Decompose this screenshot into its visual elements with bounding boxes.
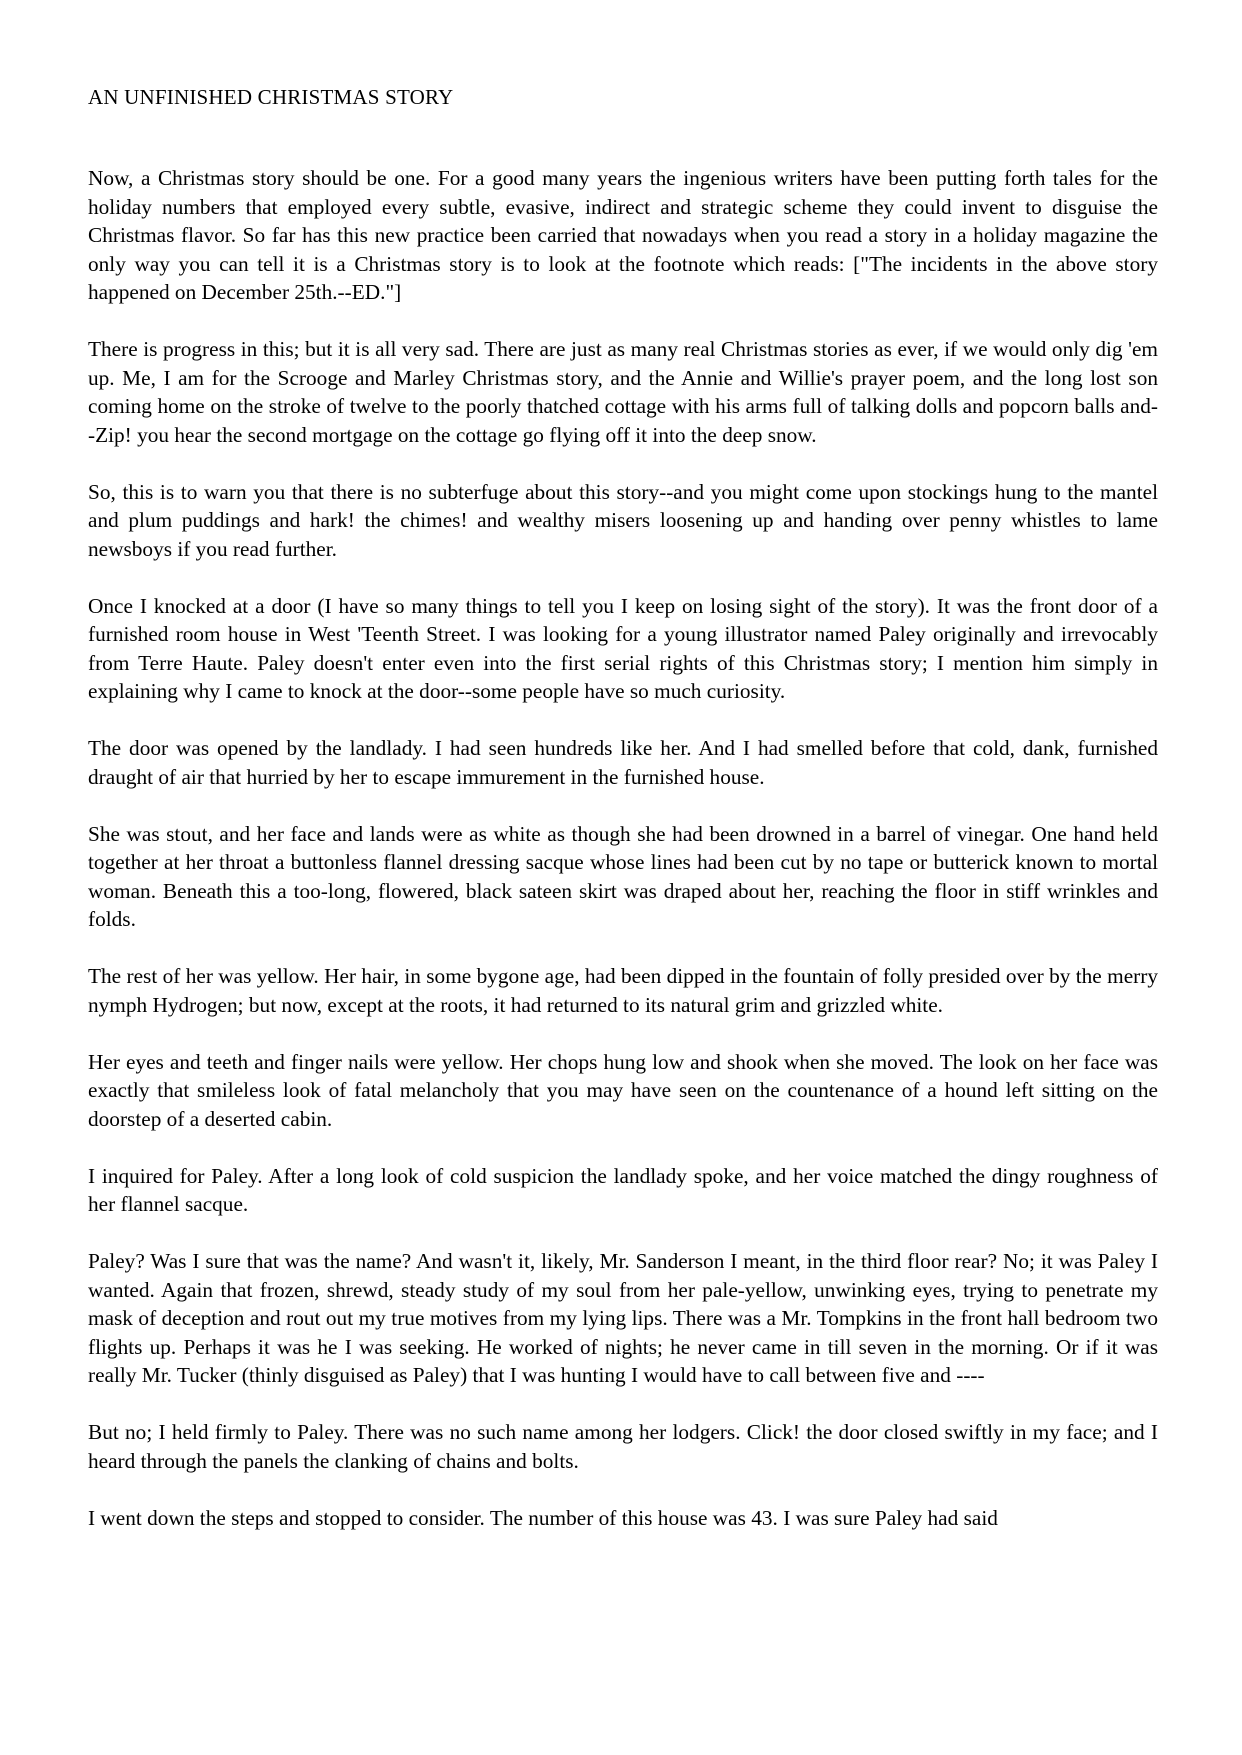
paragraph: Now, a Christmas story should be one. For a good many years the ingenious writers have been putting forth tales for the holiday numbers that employed every subtle, evasive, indirect and strategic scheme they could invent to disguise the Christmas flavor. So far has this new practice been carried that nowadays when you read a story in a holiday magazine the only way you can tell it is a Christmas story is to look at the footnote which reads: ["The incidents in the above story happened on December 25th.--ED."]: [88, 166, 1158, 304]
paragraph: I inquired for Paley. After a long look of cold suspicion the landlady spoke, and her voice matched the dingy roughness of her flannel sacque.: [88, 1163, 1158, 1216]
document-page: [88, 82, 1158, 1532]
paragraph: Once I knocked at a door (I have so many things to tell you I keep on losing sight of the story). It was the front door of a furnished room house in West 'Teenth Street. I was looking for a young illustrator named Paley originally and irrevocably from Terre Haute. Paley doesn't enter even into the first serial rights of this Christmas story; I mention him simply in explaining why I came to knock at the door--some people have so much curiosity.: [88, 593, 1158, 703]
paragraph: There is progress in this; but it is all very sad. There are just as many real Christmas stories as ever, if we would only dig 'em up. Me, I am for the Scrooge and Marley Christmas story, and the Annie and Willie's prayer poem, and the long lost son coming home on the stroke of twelve to the poorly thatched cottage with his arms full of talking dolls and popcorn balls and--Zip! you hear the second mortgage on the cottage go flying off it into the deep snow.: [88, 337, 1158, 447]
paragraph: But no; I held firmly to Paley. There was no such name among her lodgers. Click! the door closed swiftly in my face; and I heard through the panels the clanking of chains and bolts.: [88, 1420, 1158, 1473]
paragraph: Her eyes and teeth and finger nails were yellow. Her chops hung low and shook when she moved. The look on her face was exactly that smileless look of fatal melancholy that you may have seen on the countenance of a hound left sitting on the doorstep of a deserted cabin.: [88, 1049, 1158, 1131]
paragraph: So, this is to warn you that there is no subterfuge about this story--and you might come upon stockings hung to the mantel and plum puddings and hark! the chimes! and wealthy misers loosening up and handing over penny whistles to lame newsboys if you read further.: [88, 479, 1158, 561]
paragraph-truncated: I went down the steps and stopped to consider. The number of this house was 43. I was sure Paley had said: [88, 1505, 998, 1530]
paragraph: The door was opened by the landlady. I had seen hundreds like her. And I had smelled before that cold, dank, furnished draught of air that hurried by her to escape immurement in the furnished house.: [88, 736, 1158, 789]
paragraph: She was stout, and her face and lands were as white as though she had been drowned in a barrel of vinegar. One hand held together at her throat a buttonless flannel dressing sacque whose lines had been cut by no tape or butterick known to mortal woman. Beneath this a too-long, flowered, black sateen skirt was draped about her, reaching the floor in stiff wrinkles and folds.: [88, 821, 1158, 931]
story-title: AN UNFINISHED CHRISTMAS STORY: [88, 85, 454, 109]
paragraph: The rest of her was yellow. Her hair, in some bygone age, had been dipped in the fountain of folly presided over by the merry nymph Hydrogen; but now, except at the roots, it had returned to its natural grim and grizzled white.: [88, 964, 1158, 1017]
paragraph: Paley? Was I sure that was the name? And wasn't it, likely, Mr. Sanderson I meant, in the third floor rear? No; it was Paley I wanted. Again that frozen, shrewd, steady study of my soul from her pale-yellow, unwinking eyes, trying to penetrate my mask of deception and rout out my true motives from my lying lips. There was a Mr. Tompkins in the front hall bedroom two flights up. Perhaps it was he I was seeking. He worked of nights; he never came in till seven in the morning. Or if it was really Mr. Tucker (thinly disguised as Paley) that I was hunting I would have to call between five and ----: [88, 1249, 1158, 1387]
